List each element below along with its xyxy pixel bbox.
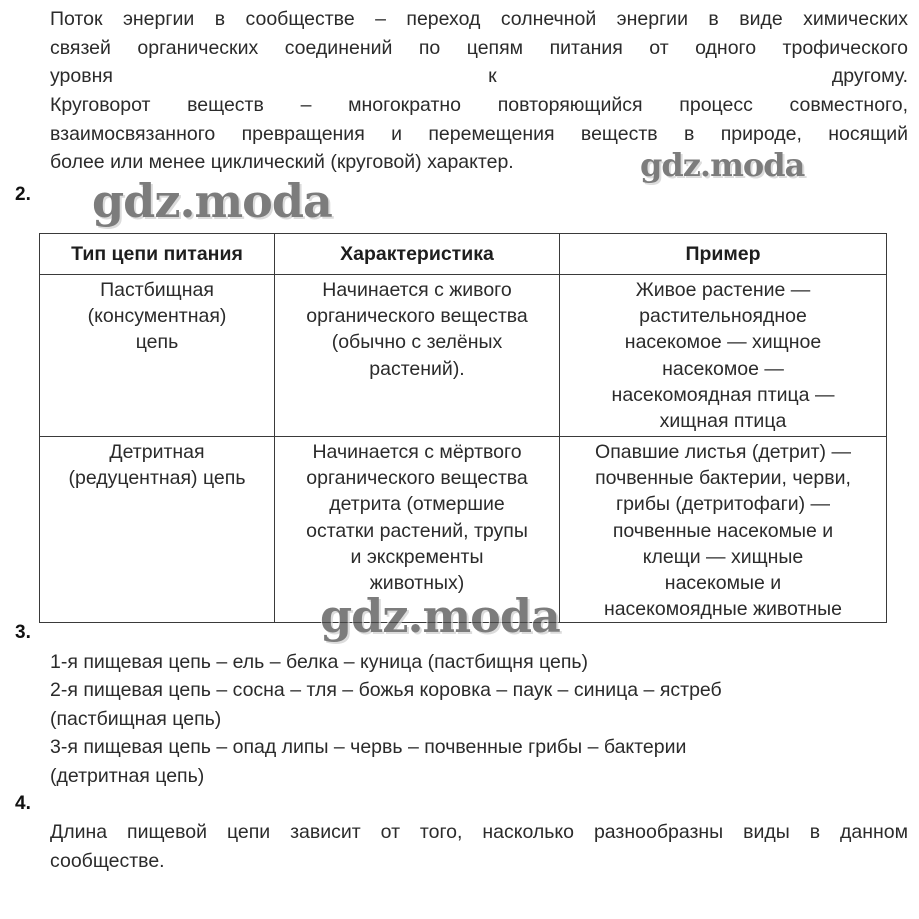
cell-line: растений). [369,357,465,380]
text-line: взаимосвязанного превращения и перемещения веществ в природе, носящий [50,122,908,145]
cell-line: почвенные бактерии, черви, [595,467,851,490]
cell-line: Начинается с живого [322,279,512,301]
substance-cycle-definition [50,91,908,177]
text-word: уровня [50,65,113,87]
cell-characteristic [275,275,560,437]
cell-line: Начинается с мёртвого [312,441,522,463]
cell-characteristic [275,437,560,623]
header-chain-type: Тип цепи питания [40,234,275,275]
text-line [50,62,908,91]
text-line: сообществе. [50,849,165,872]
text-line: Поток энергии в сообществе – переход солнечной энергии в виде химических [50,8,908,30]
cell-line: хищная птица [659,410,787,433]
food-chain-list [50,648,908,790]
cell-line: почвенные насекомые и [612,519,834,542]
text-line: Длина пищевой цепи зависит от того, насколько разнообразны виды в данном [50,821,908,843]
text-word: к [488,65,497,87]
cell-line: (редуцентная) цепь [68,467,246,490]
cell-line: Опавшие листья (детрит) — [595,441,851,463]
cell-line: растительноядное [639,305,807,328]
cell-line: (обычно с зелёных [331,331,503,354]
cell-line: насекомое — хищное [624,331,822,354]
answer-4 [50,818,908,875]
cell-line: Пастбищная [100,279,214,301]
cell-line: и экскременты [350,545,484,568]
header-example: Пример [560,234,887,275]
text-line: более или менее циклический (круговой) характер. [50,151,514,173]
cell-line: Детритная [109,441,205,463]
cell-chain-type [40,275,275,437]
cell-line: грибы (детритофаги) — [615,493,831,516]
cell-line: насекомоядная птица — [611,383,835,406]
cell-chain-type [40,437,275,623]
cell-example [560,275,887,437]
cell-line: насекомое — [662,357,784,380]
list-item: (пастбищная цепь) [50,707,222,730]
header-characteristic: Характеристика [275,234,560,275]
cell-line: (консументная) [87,305,227,328]
table-row [40,275,887,437]
list-item: 1-я пищевая цепь – ель – белка – куница (пастбищня цепь) [50,651,589,673]
section-number-4: 4. [15,793,31,814]
cell-line: клещи — хищные [642,545,804,568]
energy-flow-definition [50,5,908,91]
watermark-logo: gdz.moda [320,589,560,643]
cell-line: Живое растение — [635,279,811,301]
cell-line: цепь [135,331,179,354]
cell-example [560,437,887,623]
watermark-logo: gdz.moda [92,174,332,228]
cell-line: насекомые и [664,572,782,595]
cell-line: животных) [369,572,465,595]
text-line: Круговорот веществ – многократно повторяющийся процесс совместного, [50,94,908,116]
text-line: связей органических соединений по цепям питания от одного трофического [50,36,908,59]
food-chain-table [39,233,887,623]
table-header-row [40,234,887,275]
list-item: 3-я пищевая цепь – опад липы – червь – почвенные грибы – бактерии [50,736,687,759]
cell-line: насекомоядные животные [603,598,843,621]
section-number-3: 3. [15,622,31,643]
watermark-logo: gdz.moda [640,146,805,184]
cell-line: остатки растений, трупы [306,519,528,542]
cell-line: органического вещества [306,467,528,490]
list-item: (детритная цепь) [50,764,205,787]
cell-line: органического вещества [306,305,528,328]
section-number-2: 2. [15,184,31,205]
list-item: 2-я пищевая цепь – сосна – тля – божья коровка – паук – синица – ястреб [50,679,722,702]
text-word: другому. [831,65,908,87]
table-row [40,437,887,623]
cell-line: детрита (отмершие [329,493,505,516]
